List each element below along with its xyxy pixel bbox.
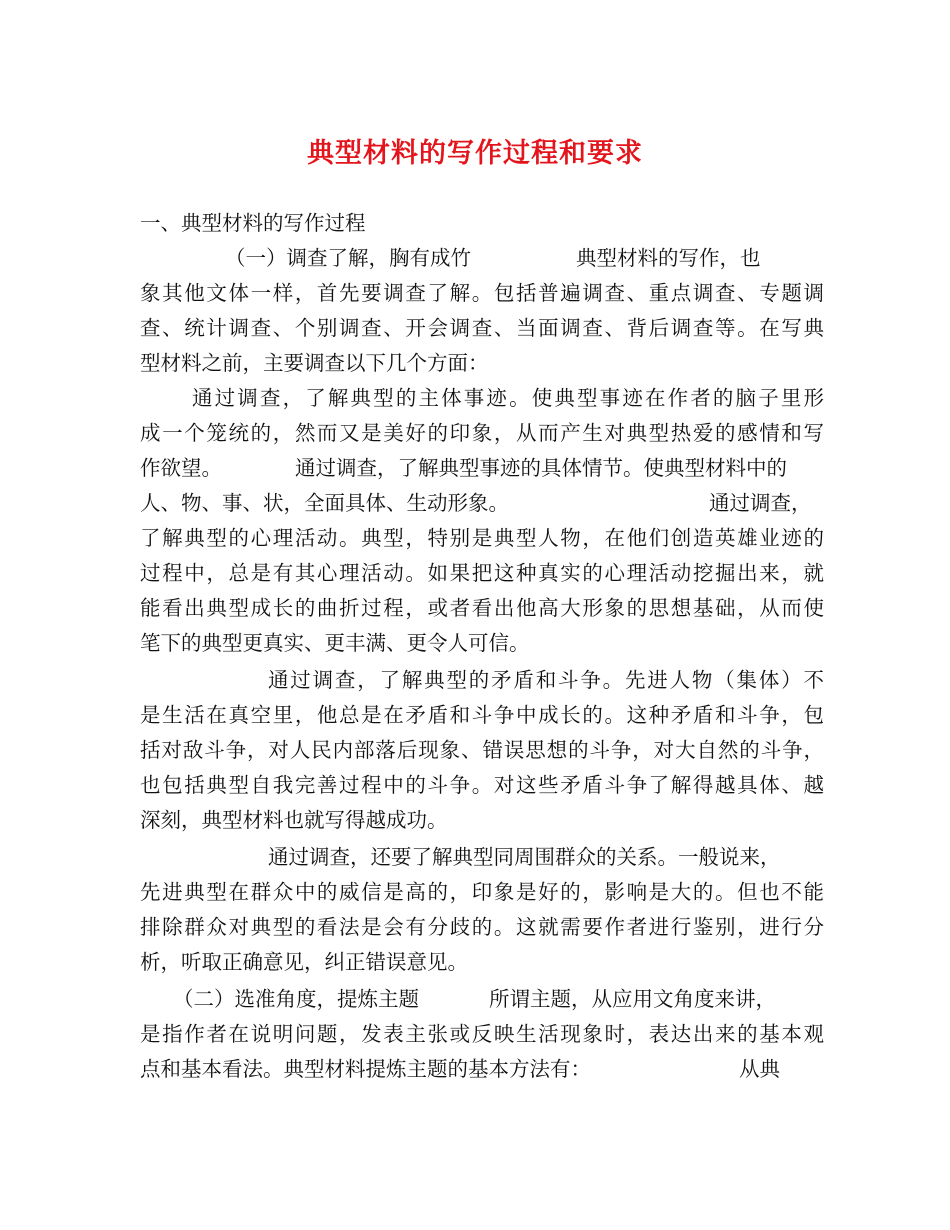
paragraph-line: 笔下的典型更真实、更丰满、更令人可信。: [140, 631, 530, 655]
paragraph-line: 也包括典型自我完善过程中的斗争。对这些矛盾斗争了解得越具体、越: [140, 773, 824, 797]
paragraph-line: 先进典型在群众中的威信是高的，印象是好的，影响是大的。但也不能: [140, 880, 824, 904]
paragraph-line: （一）调查了解，胸有成竹 典型材料的写作，也: [225, 246, 761, 270]
paragraph-line: 型材料之前，主要调查以下几个方面：: [140, 351, 489, 375]
paragraph-line: 通过调查，了解典型的主体事迹。使典型事迹在作者的脑子里形: [192, 386, 824, 410]
paragraph-line: 作欲望。 通过调查，了解典型事迹的具体情节。使典型材料中的: [140, 456, 787, 480]
paragraph-line: 深刻，典型材料也就写得越成功。: [140, 808, 448, 832]
subsection-heading: （二）选准角度，提炼主题: [173, 987, 419, 1011]
paragraph-line: 排除群众对典型的看法是会有分歧的。这就需要作者进行鉴别，进行分: [140, 915, 824, 939]
document-title: 典型材料的写作过程和要求: [307, 138, 643, 169]
paragraph-line: （二）选准角度，提炼主题 所谓主题，从应用文角度来讲，: [173, 987, 776, 1011]
paragraph-line: 象其他文体一样，首先要调查了解。包括普遍调查、重点调查、专题调: [140, 281, 824, 305]
paragraph-line: 查、统计调查、个别调查、开会调查、当面调查、背后调查等。在写典: [140, 316, 824, 340]
section-heading: 一、典型材料的写作过程: [140, 211, 366, 235]
paragraph-line: 能看出典型成长的曲折过程，或者看出他高大形象的思想基础，从而使: [140, 596, 824, 620]
document-body: [140, 206, 824, 1087]
paragraph-line: 是生活在真空里，他总是在矛盾和斗争中成长的。这种矛盾和斗争，包: [140, 703, 824, 727]
paragraph-line: 析，听取正确意见，纠正错误意见。: [140, 950, 468, 974]
paragraph-line: 了解典型的心理活动。典型，特别是典型人物，在他们创造英雄业迹的: [140, 526, 824, 550]
paragraph-line: 点和基本看法。典型材料提炼主题的基本方法有： 从典: [140, 1057, 780, 1081]
paragraph-line: 成一个笼统的，然而又是美好的印象，从而产生对典型热爱的感情和写: [140, 421, 824, 445]
paragraph-line: 括对敌斗争，对人民内部落后现象、错误思想的斗争，对大自然的斗争，: [140, 738, 824, 762]
paragraph-line: 通过调查，还要了解典型同周围群众的关系。一般说来，: [268, 845, 781, 869]
subsection-heading: （一）调查了解，胸有成竹: [225, 246, 471, 270]
paragraph-line: 是指作者在说明问题，发表主张或反映生活现象时，表达出来的基本观: [140, 1022, 824, 1046]
paragraph-line: 通过调查，了解典型的矛盾和斗争。先进人物（集体）不: [268, 668, 824, 692]
paragraph-line: 人、物、事、状，全面具体、生动形象。 通过调查，: [140, 491, 812, 515]
paragraph-line: 过程中，总是有其心理活动。如果把这种真实的心理活动挖掘出来，就: [140, 561, 824, 585]
